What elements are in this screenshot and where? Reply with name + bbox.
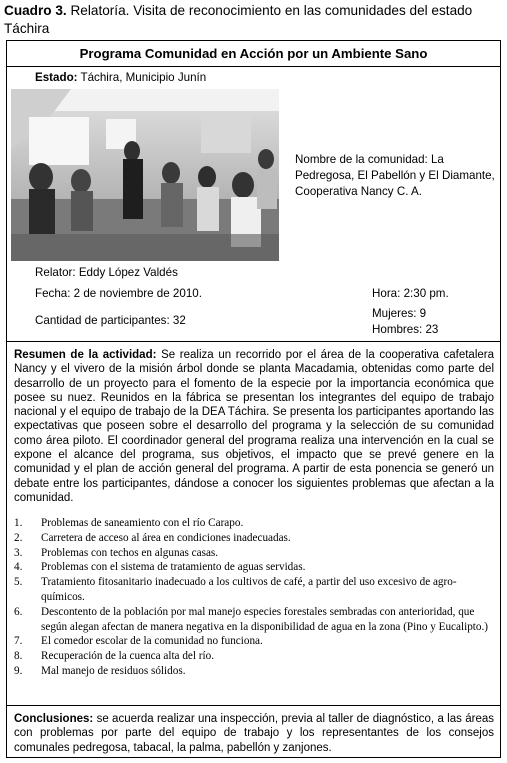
estado-label: Estado: — [35, 71, 78, 84]
program-title: Programa Comunidad en Acción por un Ambiente Sano — [7, 41, 500, 67]
caption-label: Cuadro 3. — [4, 3, 67, 18]
list-item: 8. Recuperación de la cuenca alta del río. — [14, 650, 215, 663]
comunidad-name: Nombre de la comunidad: La Pedregosa, El Pabellón y El Diamante, Cooperativa Nancy C. A. — [295, 153, 495, 198]
hombres: Hombres: 23 — [372, 323, 439, 336]
list-item: 2. Carretera de acceso al área en condiciones inadecuadas. — [14, 531, 291, 544]
relator: Relator: Eddy López Valdés — [35, 266, 178, 279]
list-item: 3. Problemas con techos en algunas casas. — [14, 546, 219, 559]
meeting-photo — [11, 89, 279, 261]
hora: Hora: 2:30 pm. — [372, 287, 449, 300]
conclusiones-label: Conclusiones: — [14, 713, 94, 725]
resumen-actividad — [14, 348, 494, 505]
fecha: Fecha: 2 de noviembre de 2010. — [35, 287, 202, 300]
resumen-label: Resumen de la actividad: — [14, 349, 157, 361]
estado-line — [35, 70, 206, 85]
table-caption — [4, 2, 502, 38]
mujeres: Mujeres: 9 — [372, 307, 427, 320]
list-item: 5. Tratamiento fitosanitario inadecuado a los cultivos de café, a partir del uso excesivo de agro-químicos. — [14, 576, 457, 603]
participantes: Cantidad de participantes: 32 — [35, 314, 186, 327]
list-item: 9. Mal manejo de residuos sólidos. — [14, 664, 186, 677]
resumen-text: Se realiza un recorrido por el área de la cooperativa cafetalera Nancy y el vivero de la misión árbol donde se planta Macadamia, obtenidas como parte del desarrollo de un proyecto para el fomento de la especie por la importancia económica que posee su nuez. Reunidos en la fábrica se presentan los integrantes del equipo de trabajo nacional y el equipo de trabajo de la DEA Táchira. Se presenta los participantes aportando las expectativas que poseen sobre el desarrollo del programa y la selección de su comunidad como área piloto. El coordinador general del programa realiza una intervención en la cual se expone el alcance del programa, sus objetivos, el impacto que se prevé genere en la comunidad y el plan de acción general del programa. A partir de esta ponencia se generó un debate entre los participantes, dándose a conocer los siguientes problemas que afectan a la comunidad. — [14, 349, 495, 504]
section-divider-resumen — [7, 341, 500, 342]
report-table — [6, 40, 501, 758]
caption-text: Relatoría. Visita de reconocimiento en las comunidades del estado Táchira — [4, 3, 473, 36]
list-item: 1. Problemas de saneamiento con el río Carapo. — [14, 517, 244, 529]
conclusiones — [14, 712, 494, 755]
section-divider-conclusiones — [7, 705, 500, 706]
list-item: 6. Descontento de la población por mal manejo especies forestales sembradas con anterioridad, que según alegan afectan de manera negativa en la disponibilidad de agua en la zona (Pino y Eucalipto.) — [14, 605, 489, 633]
estado-value: Táchira, Municipio Junín — [80, 71, 207, 84]
conclusiones-text: se acuerda realizar una inspección, previa al taller de diagnóstico, a las áreas con problemas por parte del equipo de trabajo y los representantes de los consejos comunales pedregosa, tabacal, la palma, pabellón y zanjones. — [14, 713, 494, 754]
meeting-photo-image — [11, 89, 279, 261]
problems-list — [14, 516, 496, 679]
list-item: 4. Problemas con el sistema de tratamiento de aguas servidas. — [14, 561, 306, 574]
list-item: 7. El comedor escolar de la comunidad no funciona. — [14, 635, 263, 648]
